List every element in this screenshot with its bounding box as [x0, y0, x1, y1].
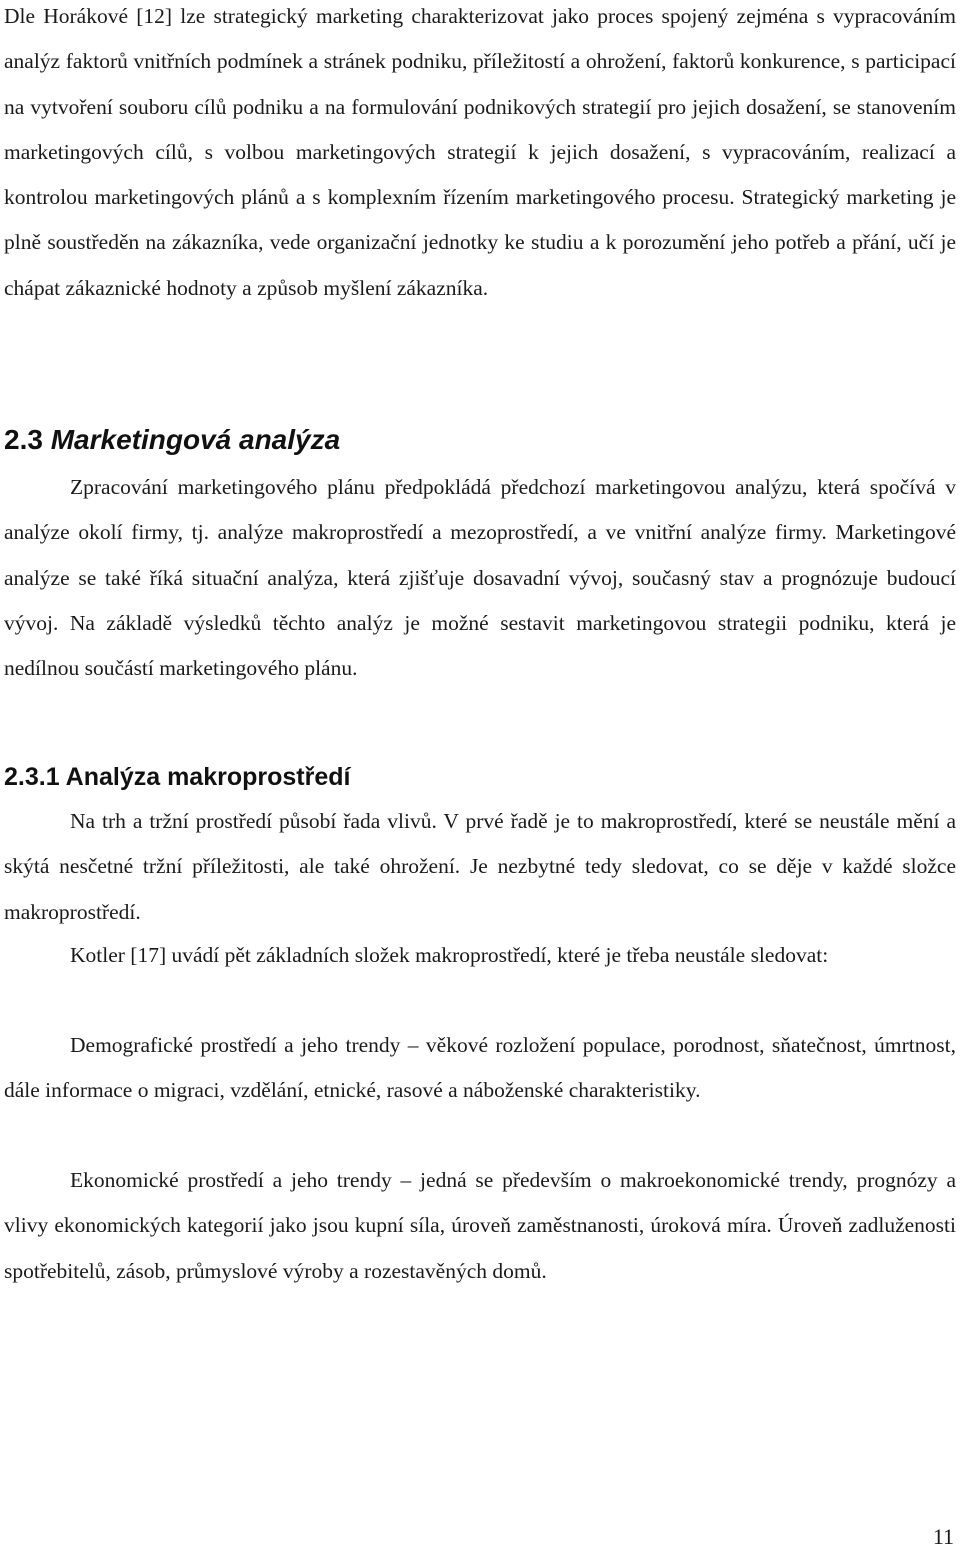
paragraph-demographic: Demografické prostředí a jeho trendy – věkové rozložení populace, porodnost, sňatečnost, úmrtnost, dále informace o migraci, vzdělání, etnické, rasové a náboženské charakteristiky.	[4, 1033, 956, 1103]
paragraph-marketing-analysis: Zpracování marketingového plánu předpokládá předchozí marketingovou analýzu, která spočívá v analýze okolí firmy, tj. analýze makroprostředí a mezoprostředí, a ve vnitřní analýze firmy. Marketingové analýze se také říká situační analýza, která zjišťuje dosavadní vývoj, současný stav a prognózuje budoucí vývoj. Na základě výsledků těchto analýz je možné sestavit marketingovou strategii podniku, která je nedílnou součástí marketingového plánu.	[4, 475, 956, 681]
page-number: 11	[932, 1524, 954, 1549]
section-number: 2.3	[4, 424, 43, 455]
subsection-title: Analýza makroprostředí	[65, 763, 351, 791]
paragraph-kotler: Kotler [17] uvádí pět základních složek makroprostředí, které je třeba neustále sledovat:	[70, 943, 829, 967]
subsection-heading	[4, 763, 350, 792]
section-heading	[4, 424, 340, 456]
paragraph-macro-environment: Na trh a tržní prostředí působí řada vlivů. V prvé řadě je to makroprostředí, které se neustále mění a skýtá nesčetné tržní příležitosti, ale také ohrožení. Je nezbytné tedy sledovat, co se děje v každé složce makroprostředí.	[4, 809, 956, 924]
paragraph-strategic-marketing: Dle Horákové [12] lze strategický marketing charakterizovat jako proces spojený zejména s vypracováním analýz faktorů vnitřních podmínek a stránek podniku, příležitostí a ohrožení, faktorů konkurence, s participací na vytvoření souboru cílů podniku a na formulování podnikových strategií pro jejich dosažení, se stanovením marketingových cílů, s volbou marketingových strategií k jejich dosažení, s vypracováním, realizací a kontrolou marketingových plánů a s komplexním řízením marketingového procesu. Strategický marketing je plně soustředěn na zákazníka, vede organizační jednotky ke studiu a k porozumění jeho potřeb a přání, učí je chápat zákaznické hodnoty a způsob myšlení zákazníka.	[4, 4, 956, 300]
section-title: Marketingová analýza	[50, 424, 341, 455]
subsection-number: 2.3.1	[4, 763, 60, 791]
paragraph-economic: Ekonomické prostředí a jeho trendy – jedná se především o makroekonomické trendy, prognózy a vlivy ekonomických kategorií jako jsou kupní síla, úroveň zaměstnanosti, úroková míra. Úroveň zadluženosti spotřebitelů, zásob, průmyslové výroby a rozestavěných domů.	[4, 1168, 956, 1283]
